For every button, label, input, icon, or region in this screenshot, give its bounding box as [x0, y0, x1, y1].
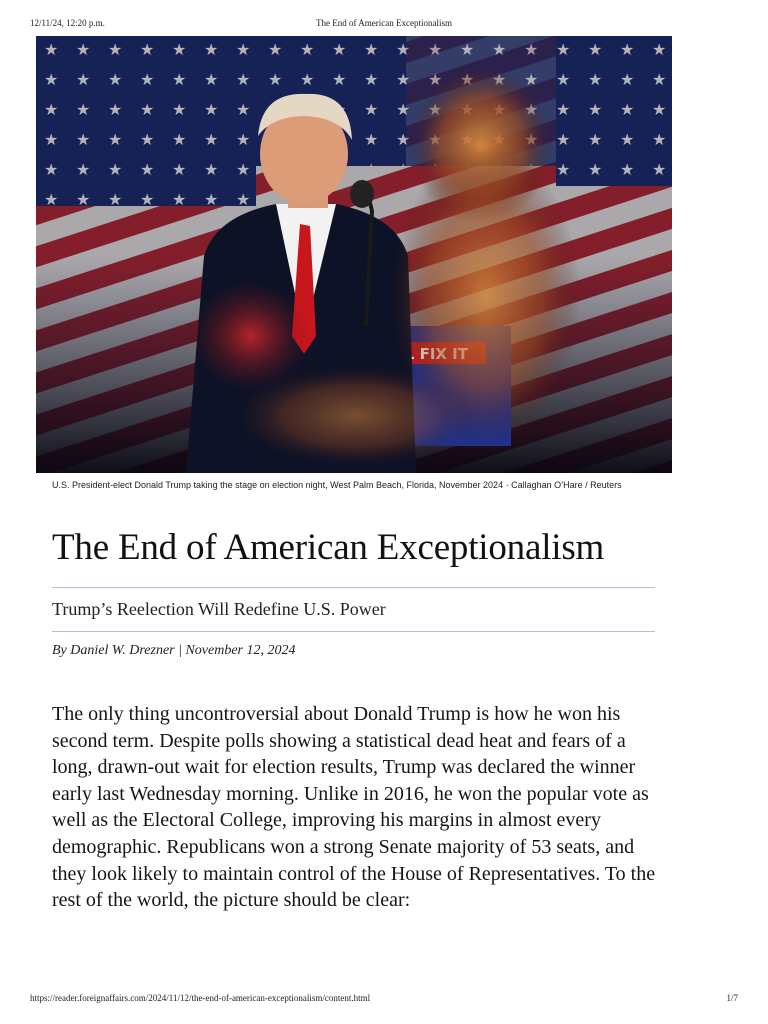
article-headline: The End of American Exceptionalism: [52, 527, 605, 568]
photo-caption: U.S. President-elect Donald Trump taking the stage on election night, West Palm Beach, Florida, November 2024 · Callaghan O’Hare / Reuters: [52, 480, 622, 490]
article-subtitle: Trump’s Reelection Will Redefine U.S. Power: [52, 599, 386, 619]
headline-divider-top: [52, 587, 655, 588]
print-page-number: 1/7: [726, 993, 738, 1003]
article-byline: By Daniel W. Drezner | November 12, 2024: [52, 643, 296, 658]
print-url: https://reader.foreignaffairs.com/2024/11/12/the-end-of-american-exceptionalism/content.html: [30, 993, 371, 1003]
print-page-title: The End of American Exceptionalism: [316, 18, 452, 28]
hero-photo: [36, 36, 672, 473]
print-datetime: 12/11/24, 12:20 p.m.: [30, 18, 105, 28]
print-header: [0, 18, 768, 32]
headline-divider-bottom: [52, 631, 655, 632]
hero-photo-illustration: [36, 36, 672, 473]
print-footer: [0, 993, 768, 1007]
article-body-paragraph: The only thing uncontroversial about Donald Trump is how he won his second term. Despite polls showing a statistical dead heat and fears of a long, drawn-out wait for election results, Trump was declared the winner early last Wednesday morning. Unlike in 2016, he won the popular vote as well as the Electoral College, improving his margins in almost every demographic. Republicans won a strong Senate majority of 53 seats, and they look likely to maintain control of the House of Representatives. To the rest of the world, the picture should be clear:: [52, 703, 656, 912]
